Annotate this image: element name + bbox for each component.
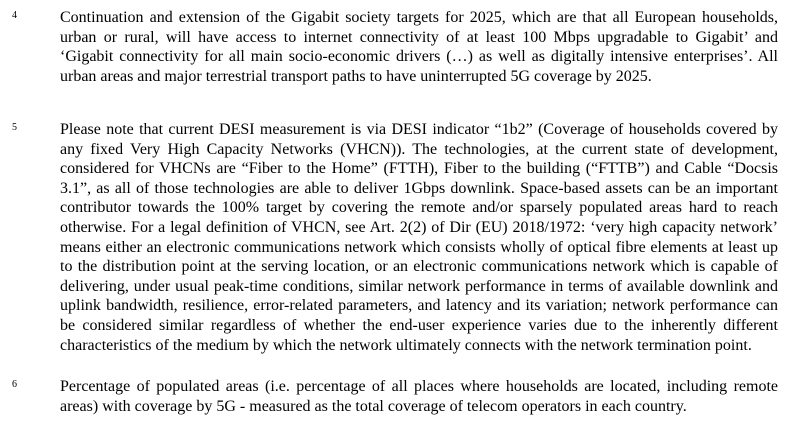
footnote-number: 6 xyxy=(12,379,17,390)
footnote-text: Please note that current DESI measurement is via DESI indicator “1b2” (Coverage of households covered by any fixed Very High Capacity Networks (VHCN)). The technologies, at the current state of development, considered for VHCNs are “Fiber to the Home” (FTTH), Fiber to the building (“FTTB”) and Cable “Docsis 3.1”, as all of those technologies are able to deliver 1Gbps downlink. Space-based assets can be an important contributor towards the 100% target by covering the remote and/or sparsely populated areas hard to reach otherwise. For a legal definition of VHCN, see Art. 2(2) of Dir (EU) 2018/1972: ‘very high capacity network’ means either an electronic communications network which consists wholly of optical fibre elements at least up to the distribution point at the serving location, or an electronic communications network which is capable of delivering, under usual peak-time conditions, similar network performance in terms of available downlink and uplink bandwidth, resilience, error-related parameters, and latency and its variation; network performance can be considered similar regardless of whether the end-user experience varies due to the inherently different characteristics of the medium by which the network ultimately connects with the network termination point. xyxy=(60,121,778,354)
footnote-text: Continuation and extension of the Gigabit society targets for 2025, which are that all European households, urban or rural, will have access to internet connectivity of at least 100 Mbps upgradable to Gigabit’ and ‘Gigabit connectivity for all main socio-economic drivers (…) as well as digitally intensive enterprises’. All urban areas and major terrestrial transport paths to have uninterrupted 5G coverage by 2025. xyxy=(60,9,778,85)
footnote-text: Percentage of populated areas (i.e. percentage of all places where households are located, including remote areas) with coverage by 5G - measured as the total coverage of telecom operators in each country. xyxy=(60,378,778,415)
footnote-number: 5 xyxy=(12,122,17,133)
footnote-number: 4 xyxy=(12,10,17,21)
